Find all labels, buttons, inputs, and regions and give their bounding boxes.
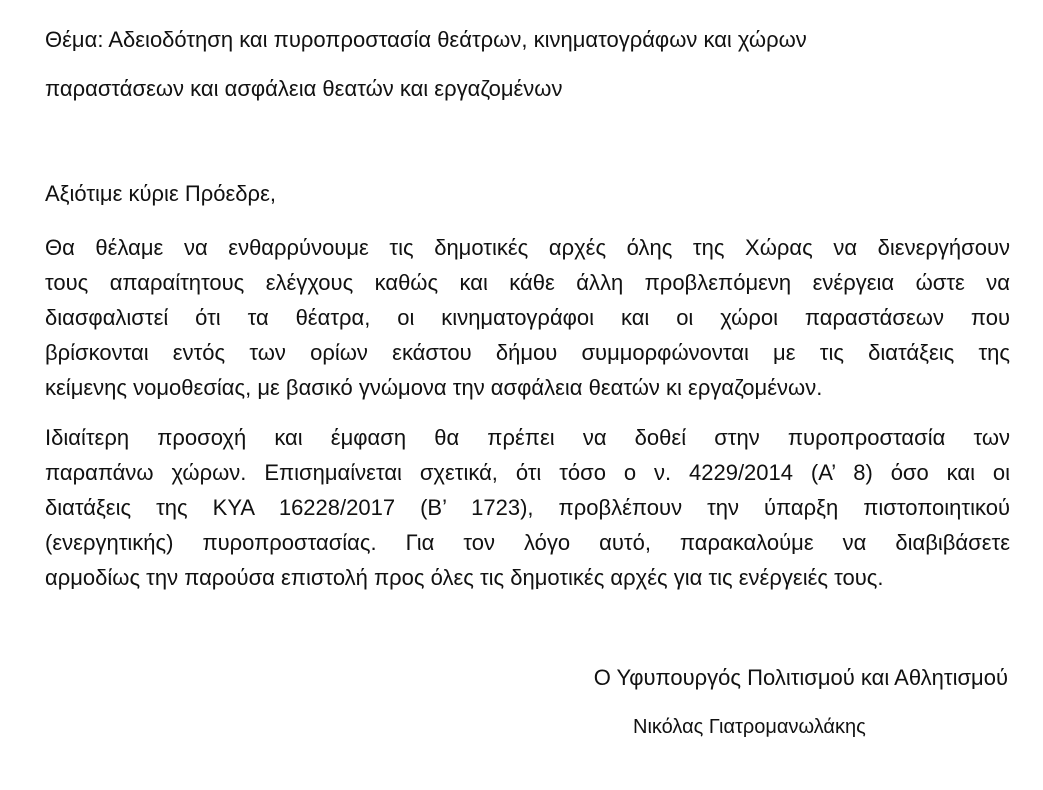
paragraph-1-line: κείμενης νομοθεσίας, με βασικό γνώμονα την ασφάλεια θεατών κι εργαζομένων.: [45, 375, 823, 400]
signer-name: Νικόλας Γιατρομανωλάκης: [633, 716, 866, 738]
paragraph-2-line: (ενεργητικής) πυροπροστασίας. Για τον λόγο αυτό, παρακαλούμε να διαβιβάσετε: [45, 530, 1010, 555]
subject-line-1: Θέμα: Αδειοδότηση και πυροπροστασία θεάτρων, κινηματογράφων και χώρων: [45, 27, 807, 52]
paragraph-1-line: βρίσκονται εντός των ορίων εκάστου δήμου συμμορφώνονται με τις διατάξεις της: [45, 340, 1010, 365]
subject-line-2: παραστάσεων και ασφάλεια θεατών και εργαζομένων: [45, 76, 563, 101]
paragraph-2-line: Ιδιαίτερη προσοχή και έμφαση θα πρέπει να δοθεί στην πυροπροστασία των: [45, 425, 1010, 450]
salutation: Αξιότιμε κύριε Πρόεδρε,: [45, 181, 276, 206]
paragraph-1-line: τους απαραίτητους ελέγχους καθώς και κάθε άλλη προβλεπόμενη ενέργεια ώστε να: [45, 270, 1010, 295]
paragraph-2-line: διατάξεις της ΚΥΑ 16228/2017 (Β’ 1723), προβλέπουν την ύπαρξη πιστοποιητικού: [45, 495, 1010, 520]
paragraph-1-line: Θα θέλαμε να ενθαρρύνουμε τις δημοτικές αρχές όλης της Χώρας να διενεργήσουν: [45, 235, 1010, 260]
signer-title: Ο Υφυπουργός Πολιτισμού και Αθλητισμού: [593, 665, 1008, 690]
paragraph-1: [45, 230, 1010, 405]
paragraph-2: [45, 420, 1010, 595]
paragraph-1-line: διασφαλιστεί ότι τα θέατρα, οι κινηματογράφοι και οι χώροι παραστάσεων που: [45, 305, 1010, 330]
paragraph-2-line: παραπάνω χώρων. Επισημαίνεται σχετικά, ότι τόσο ο ν. 4229/2014 (Α’ 8) όσο και οι: [45, 460, 1010, 485]
paragraph-2-line: αρμοδίως την παρούσα επιστολή προς όλες τις δημοτικές αρχές για τις ενέργειές τους.: [45, 565, 884, 590]
